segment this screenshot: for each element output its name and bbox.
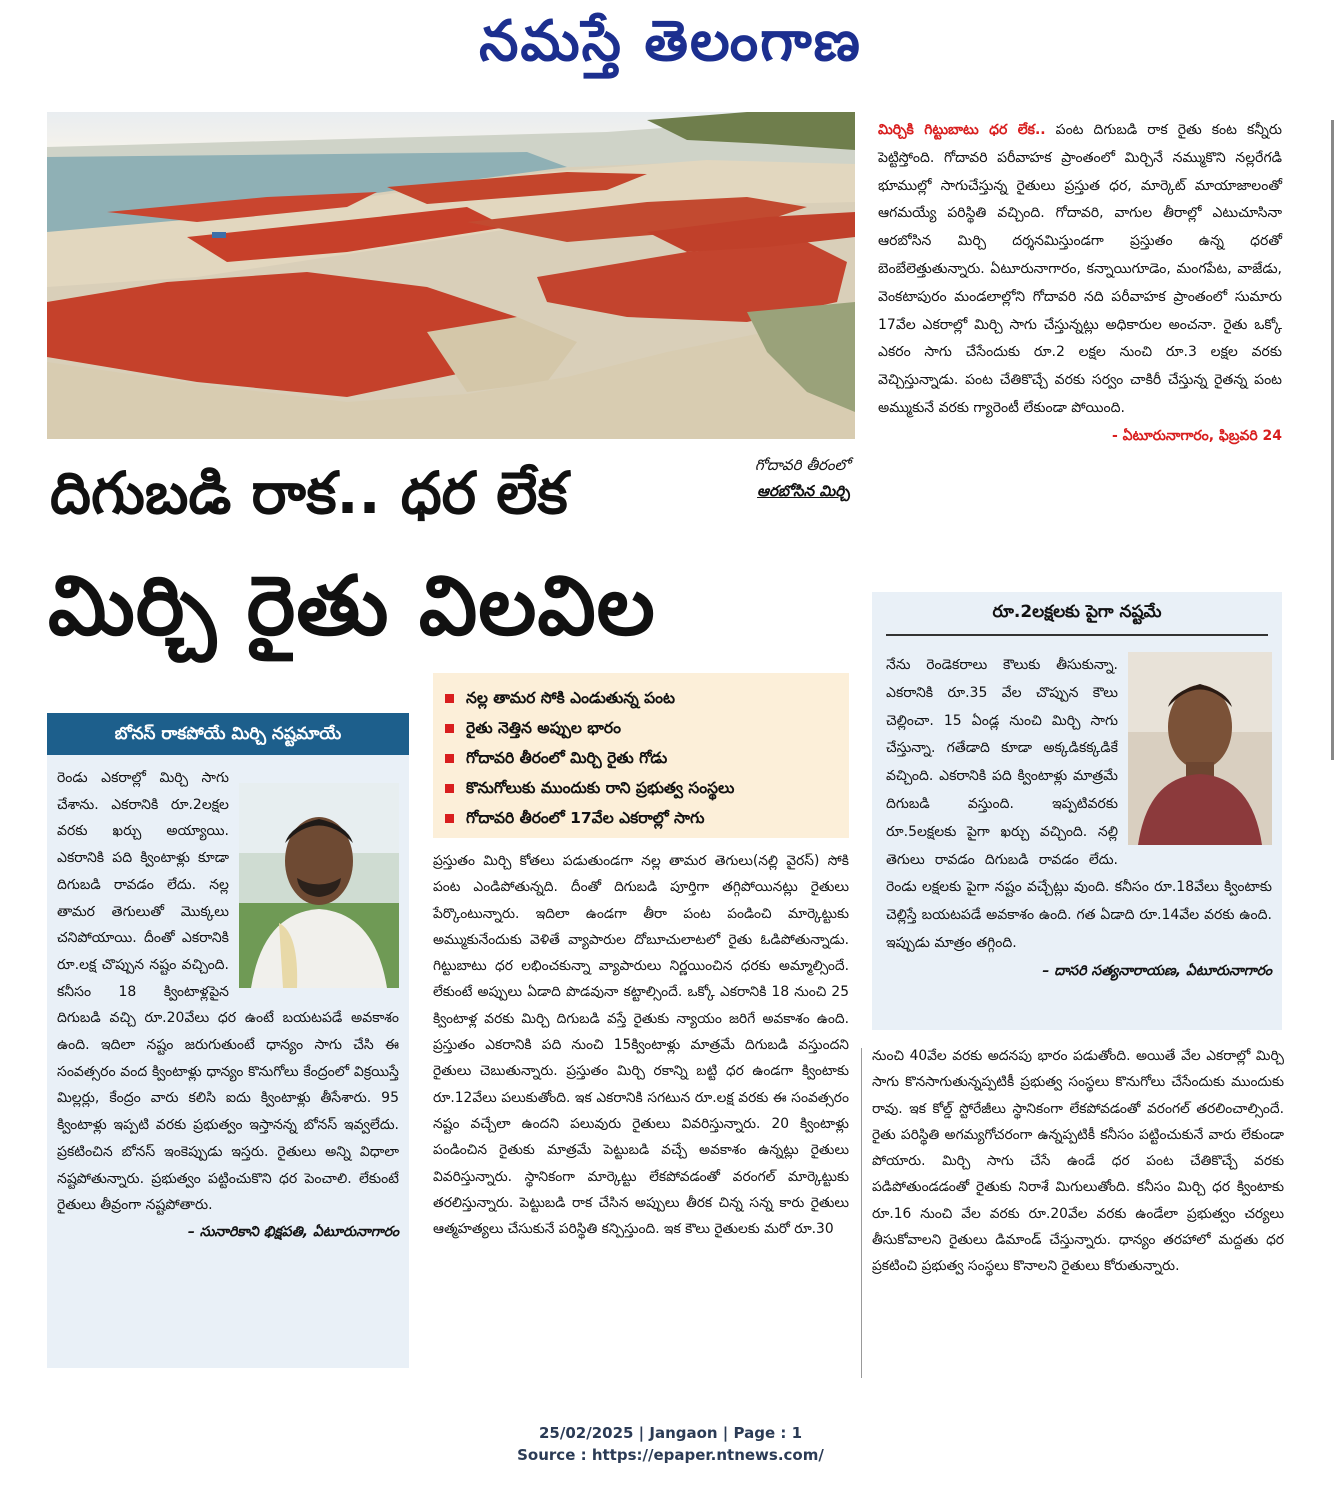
sidebar-left-signature: – సునారికాని భిక్షపతి, ఏటూరునాగారం <box>187 1223 399 1240</box>
bullet-square-icon <box>445 724 454 733</box>
headline-kicker: దిగుబడి రాక.. ధర లేక <box>50 459 568 527</box>
photo-caption <box>690 452 850 504</box>
highlight-item <box>445 683 849 713</box>
sidebar-left-title: బోనస్ రాకపోయే మిర్చి నష్టమాయే <box>47 713 409 755</box>
bullet-square-icon <box>445 814 454 823</box>
bullet-square-icon <box>445 784 454 793</box>
right-column-article <box>878 117 1282 451</box>
farmer-portrait-1 <box>239 783 399 988</box>
sidebar-left-quote <box>47 713 409 1368</box>
highlights-box <box>433 673 849 838</box>
headline-main: మిర్చి రైతు విలవిల <box>48 559 656 654</box>
article-body: పంట దిగుబడి రాక రైతు కంట కన్నీరు పెట్టిస్తోంది. గోదావరి పరీవాహక ప్రాంతంలో మిర్చినే నమ్ముకొని నల్లరేగడి భూముల్లో సాగుచేస్తున్న రైతులు ప్రస్తుత ధర, మార్కెట్ మాయాజాలంతో ఆగమయ్యే పరిస్థితి వచ్చింది. గోదావరి, వాగుల తీరాల్లో ఎటుచూసినా ఆరబోసిన మిర్చి దర్శనమిస్తుండగా ప్రస్తుతం ఉన్న ధరతో బెంబేలెత్తుతున్నారు. ఏటూరునాగారం, కన్నాయిగూడెం, మంగపేట, వాజేడు, వెంకటాపురం మండలాల్లోని గోదావరి నది పరీవాహక ప్రాంతంలో సుమారు 17వేల ఎకరాల్లో మిర్చి సాగు చేస్తున్నట్లు అధికారుల అంచనా. రైతు ఒక్కో ఎకరం సాగు చేసేందుకు రూ.2 లక్షల నుంచి రూ.3 లక్షల వరకు వెచ్చిస్తున్నాడు. పంట చేతికొచ్చే వరకు సర్వం చాకిరీ చేస్తున్న రైతన్న పంట అమ్ముకునే వరకు గ్యారెంటీ లేకుండా పోయింది. <box>878 122 1283 416</box>
column-divider <box>861 1048 862 1378</box>
highlight-text: కొనుగోలుకు ముందుకు రాని ప్రభుత్వ సంస్థలు <box>466 779 735 797</box>
highlight-item <box>445 713 849 743</box>
sidebar-right-body: నేను రెండెకరాలు కౌలుకు తీసుకున్నా. ఎకరానికి రూ.35 వేల చొప్పున కౌలు చెల్లించా. 15 ఏండ్ల నుంచి మిర్చి సాగు చేస్తున్నా. గతేడాది కూడా అక్కడికక్కడికే వచ్చింది. ఎకరానికి పది క్వింటాళ్లు మాత్రమే దిగుబడి వస్తుంది. ఇప్పటివరకు రూ.5లక్షలకు పైగా ఖర్చు వచ్చింది. నల్లి తెగులు రావడం దిగుబడి రావడం లేదు. రెండు లక్షలకు పైగా నష్టం వచ్చేట్లు వుంది. కనీసం రూ.18వేలు క్వింటాకు చెల్లిస్తే బయటపడే అవకాశం ఉంది. గత ఏడాది రూ.14వేల వరకు ఉంది. ఇప్పుడు మాత్రం తగ్గింది. <box>886 657 1272 951</box>
masthead: నమస్తే తెలంగాణ <box>479 8 862 74</box>
highlight-text: గోదావరి తీరంలో 17వేల ఎకరాల్లో సాగు <box>466 809 705 827</box>
article-lead: మిర్చికి గిట్టుబాటు ధర లేక.. <box>878 122 1046 138</box>
caption-line-2: ఆరబోసిన మిర్చి <box>757 482 850 500</box>
bullet-square-icon <box>445 694 454 703</box>
middle-column-article: ప్రస్తుతం మిర్చి కోతలు పడుతుండగా నల్ల తామర తెగులు(నల్లి వైరస్) సోకి పంట ఎండిపోతున్నది. దీంతో దిగుబడి పూర్తిగా తగ్గిపోయినట్లు రైతులు పేర్కొంటున్నారు. ఇదిలా ఉండగా తీరా పంట పండించి మార్కెట్టుకు అమ్ముకునేందుకు వెళితే వ్యాపారుల దోబూచులాటలో రైతు ఓడిపోతున్నాడు. గిట్టుబాటు ధర లభించకున్నా వ్యాపారులు నిర్ణయించిన ధరకు అమ్మాల్సిందే. లేకుంటే అప్పులు ఏడాది పొడవునా కట్టాల్సిందే. ఒక్కో ఎకరానికి 18 నుంచి 25 క్వింటాళ్ల వరకు మిర్చి దిగుబడి వస్తే రైతుకు న్యాయం జరిగే అవకాశం ఉంది. ప్రస్తుతం ఎకరానికి పది నుంచి 15క్వింటాళ్లు మాత్రమే దిగుబడి వస్తుందని రైతులు చెబుతున్నారు. ప్రస్తుతం మిర్చి రకాన్ని బట్టి ధర ఉండగా క్వింటాకు రూ.12వేలు పలుకుతోంది. ఇక ఎకరానికి సగటున రూ.లక్ష వరకు ఈ సంవత్సరం నష్టం వచ్చేలా ఉందని పలువురు రైతులు వివరిస్తున్నారు. 20 క్వింటాళ్లు పండించిన రైతుకు మాత్రమే పెట్టుబడి వచ్చే అవకాశం ఉన్నట్లు రైతులు వివరిస్తున్నారు. స్థానికంగా మార్కెట్టు లేకపోవడంతో వరంగల్ మార్కెట్టుకు తరలిస్తున్నారు. పెట్టుబడి రాక చేసిన అప్పులు తీరక చిన్న సన్న కారు రైతులు ఆత్మహత్యలు చేసుకునే పరిస్థితి కన్పిస్తుంది. ఇక కౌలు రైతులకు మరో రూ.30 <box>433 853 849 1238</box>
highlight-item <box>445 803 849 833</box>
highlight-text: గోదావరి తీరంలో మిర్చి రైతు గోడు <box>466 749 668 767</box>
highlight-item <box>445 743 849 773</box>
bullet-square-icon <box>445 754 454 763</box>
sidebar-left-body: రెండు ఎకరాల్లో మిర్చి సాగు చేశాను. ఎకరానికి రూ.2లక్షల వరకు ఖర్చు అయ్యాయి. ఎకరానికి పది క్వింటాళ్లు కూడా దిగుబడి రావడం లేదు. నల్ల తామర తెగులుతో మొక్కలు చనిపోయాయి. దీంతో ఎకరానికి రూ.లక్ష చొప్పున నష్టం వచ్చింది. కనీసం 18 క్వింటాళ్లపైన దిగుబడి వచ్చి రూ.20వేలు ధర ఉంటే బయటపడే అవకాశం ఉంది. ఇదిలా నష్టం జరుగుతుంటే ధాన్యం సాగు చేసి ఈ సంవత్సరం వంద క్వింటాళ్లు ధాన్యం కొనుగోలు కేంద్రంలో విక్రయిస్తే మిల్లర్లు, కేంద్రం వారు కలిసి ఐదు క్వింటాళ్లు తీసేశారు. 95 క్వింటాళ్లు ఇప్పటి వరకు ప్రభుత్వం ఇస్తానన్న బోనస్ ఇవ్వలేదు. ప్రకటించిన బోనస్ ఇంకెప్పుడు ఇస్తరు. రైతులు అన్ని విధాలా నష్టపోతున్నారు. ప్రభుత్వం పట్టించుకొని ధర పెంచాలి. లేకుంటే రైతులు తీవ్రంగా నష్టపోతారు. <box>57 770 399 1214</box>
highlight-text: రైతు నెత్తిన అప్పుల భారం <box>466 719 621 737</box>
page-footer <box>0 1422 1341 1466</box>
chilli-drying-photo <box>47 112 855 439</box>
highlight-text: నల్ల తామర సోకి ఎండుతున్న పంట <box>466 689 675 707</box>
footer-edition: 25/02/2025 | Jangaon | Page : 1 <box>538 1424 803 1442</box>
chilli-field-illustration <box>47 112 855 439</box>
right-column-continued: నుంచి 40వేల వరకు అదనపు భారం పడుతోంది. అయితే వేల ఎకరాల్లో మిర్చి సాగు కొనసాగుతున్నప్పటికీ ప్రభుత్వ సంస్థలు కొనుగోలు చేసేందుకు ముందుకు రావు. ఇక కోల్డ్ స్టోరేజీలు స్థానికంగా లేకపోవడంతో వరంగల్ తరలించాల్సిందే. రైతు పరిస్థితి అగమ్యగోచరంగా ఉన్నప్పటికీ కనీసం పట్టించుకునే వారు లేకుండా పోయారు. మిర్చి సాగు చేసే ఉండే ధర పంట చేతికొచ్చే వరకు పడిపోతుండడంతో రైతుకు నిరాశే మిగులుతోంది. కనీసం మిర్చి ధర క్వింటాకు రూ.16 నుంచి వేల వరకు రూ.20వేల వరకు ఉండేలా ప్రభుత్వం చర్యలు తీసుకోవాలని రైతులు డిమాండ్ చేస్తున్నారు. ధాన్యం తరహాలో మద్దతు ధర ప్రకటించి ప్రభుత్వ సంస్థలు కొనాలని రైతులు కోరుతున్నారు. <box>872 1048 1284 1275</box>
caption-line-1: గోదావరి తీరంలో <box>754 456 850 474</box>
footer-source[interactable]: Source : https://epaper.ntnews.com/ <box>517 1446 824 1464</box>
sidebar-right-quote <box>872 592 1282 1030</box>
sidebar-left-text <box>47 755 409 1246</box>
sidebar-right-text <box>886 652 1272 986</box>
sidebar-right-signature: – దాసరి సత్యనారాయణ, ఏటూరునాగారం <box>1042 962 1272 979</box>
page-edge-line <box>1331 120 1334 760</box>
sidebar-right-title: రూ.2లక్షలకు పైగా నష్టమే <box>886 602 1268 636</box>
highlight-item <box>445 773 849 803</box>
farmer-portrait-2 <box>1128 652 1272 845</box>
dateline: - ఏటూరునాగారం, ఫిబ్రవరి 24 <box>1111 427 1282 444</box>
